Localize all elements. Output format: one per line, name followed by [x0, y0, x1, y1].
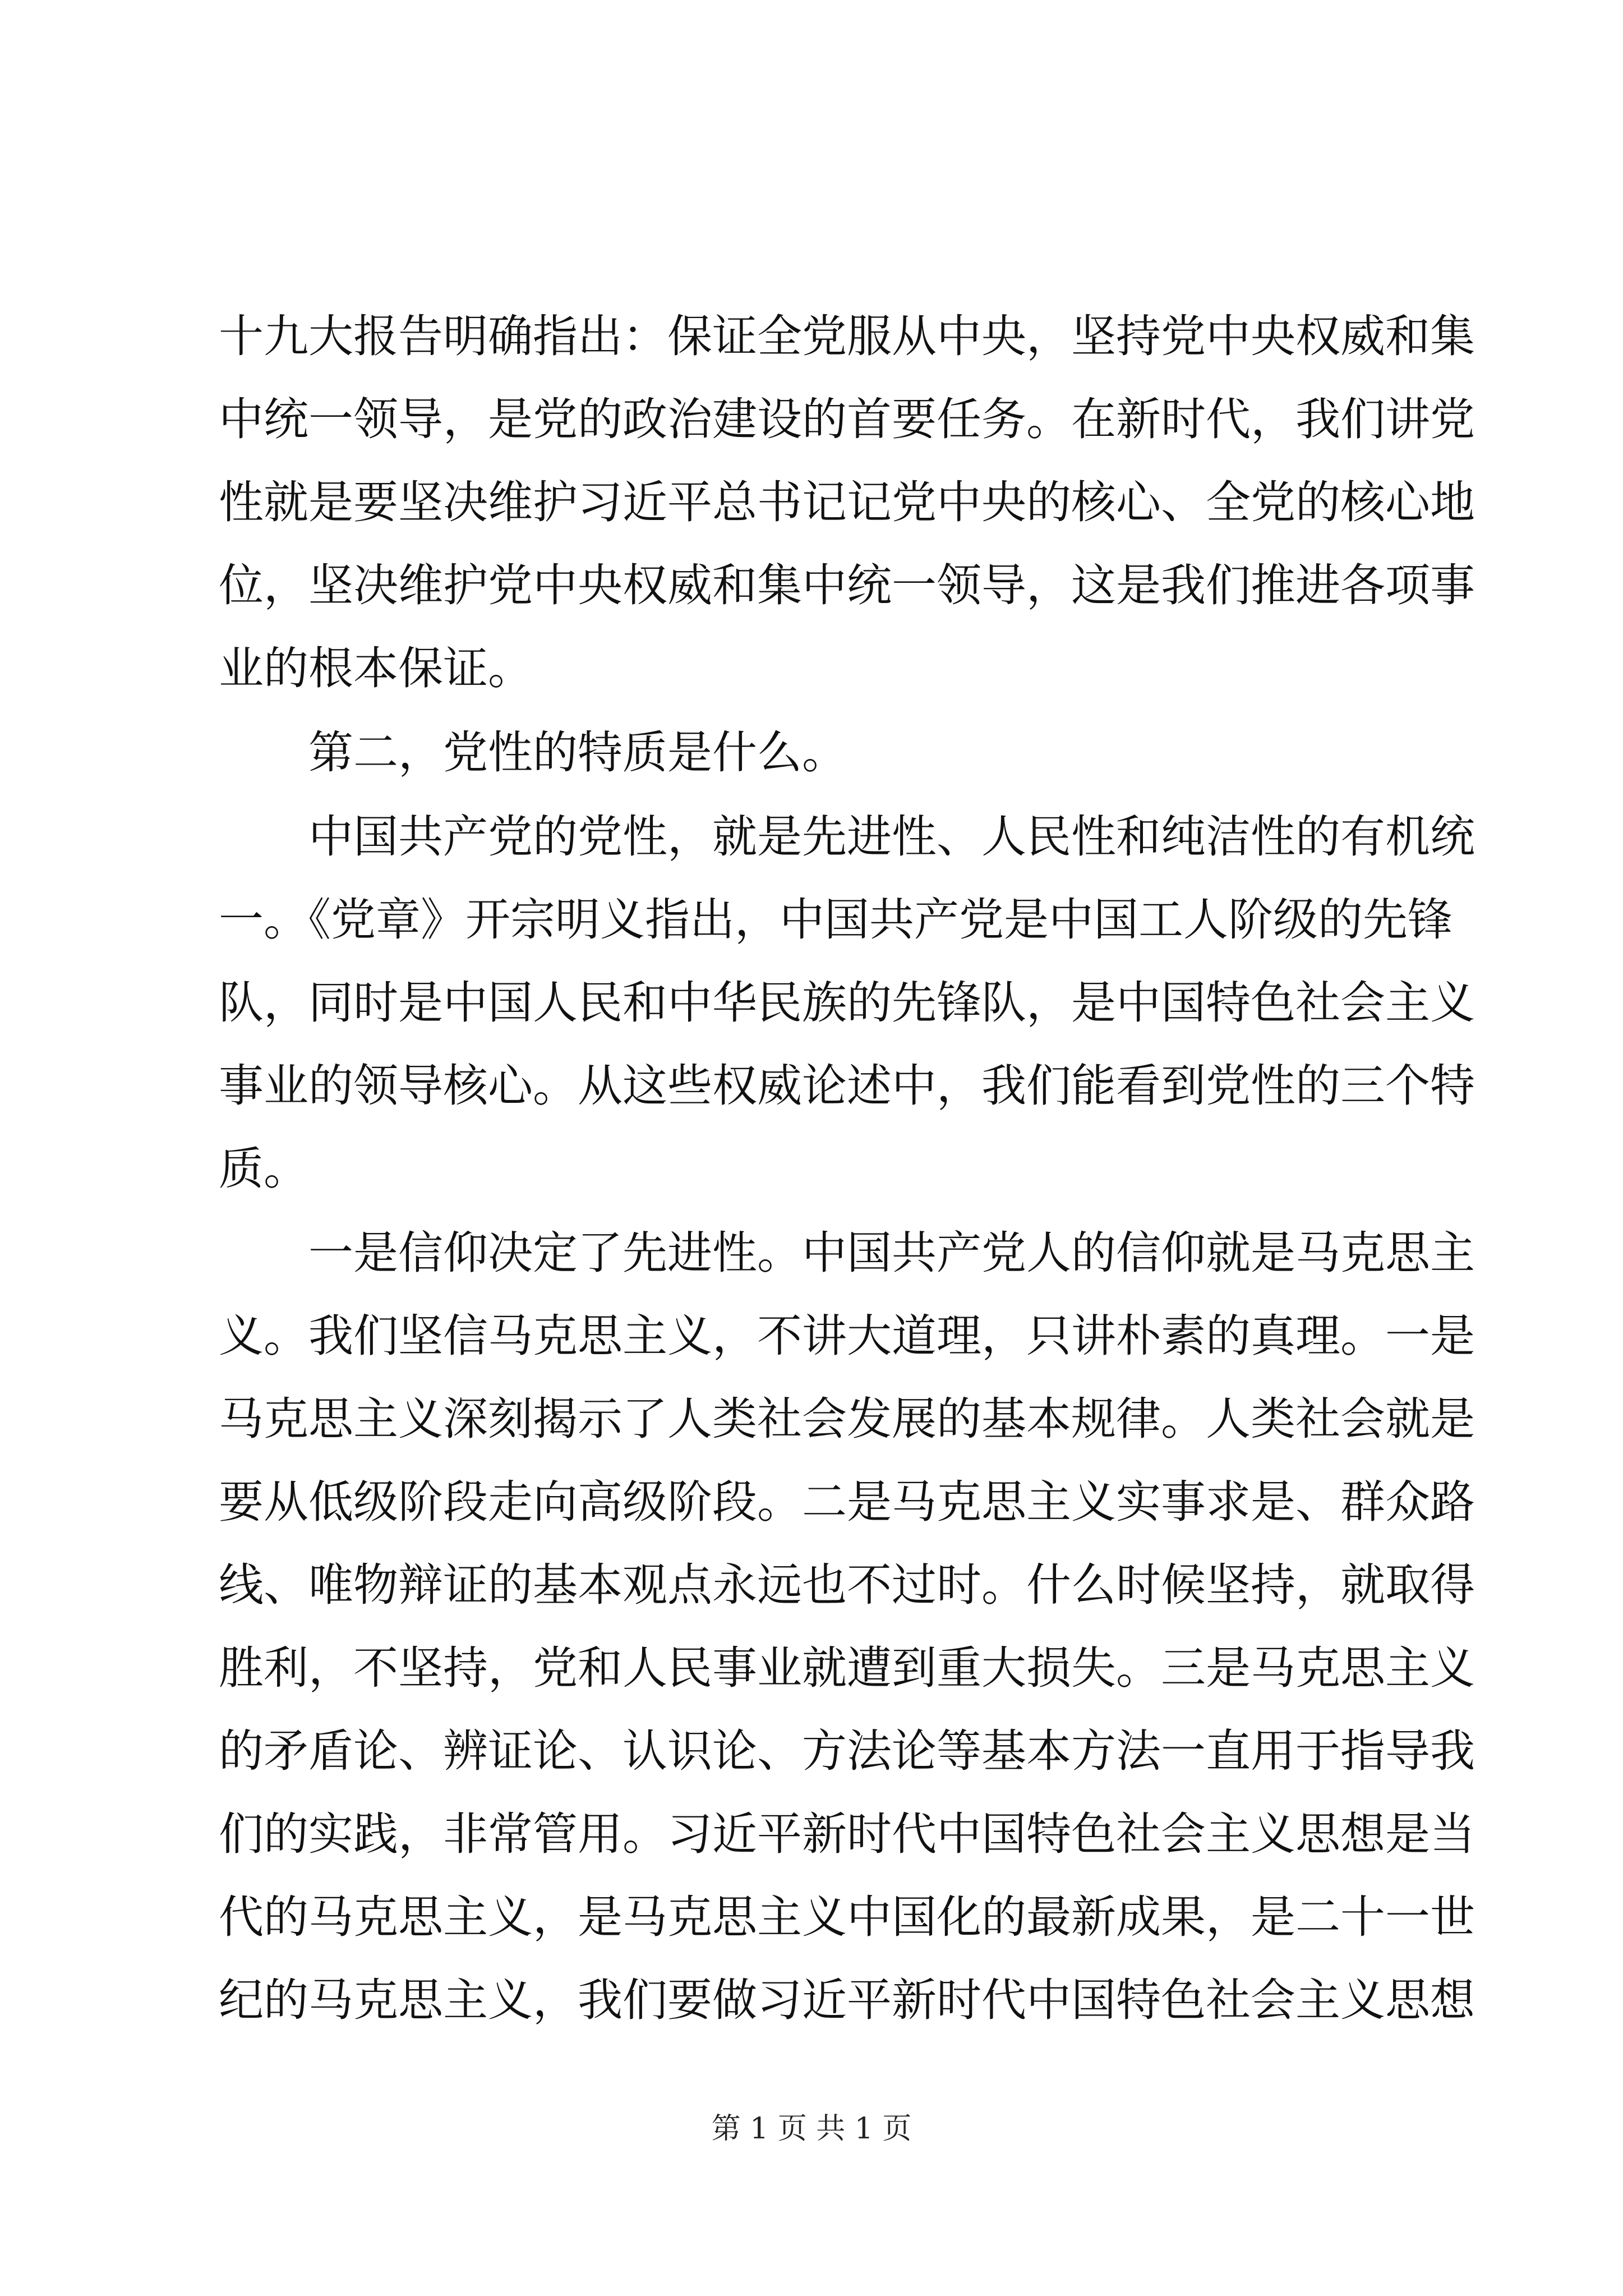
text-line: 质。	[219, 1143, 308, 1195]
text-line: 一。《党章》开宗明义指出，中国共产党是中国工人阶级的先锋	[219, 894, 1453, 946]
text-line: 中国共产党的党性，就是先进性、人民性和纯洁性的有机统	[308, 811, 1475, 863]
text-line: 们的实践，非常管用。习近平新时代中国特色社会主义思想是当	[219, 1808, 1475, 1860]
text-line: 业的根本保证。	[219, 642, 533, 694]
text-line: 要从低级阶段走向高级阶段。二是马克思主义实事求是、群众路	[219, 1476, 1475, 1528]
text-line: 中统一领导，是党的政治建设的首要任务。在新时代，我们讲党	[219, 393, 1475, 445]
text-line: 位，坚决维护党中央权威和集中统一领导，这是我们推进各项事	[219, 559, 1475, 611]
text-line: 线、唯物辩证的基本观点永远也不过时。什么时候坚持，就取得	[219, 1559, 1475, 1611]
text-line: 队，同时是中国人民和中华民族的先锋队，是中国特色社会主义	[219, 977, 1475, 1029]
text-line: 纪的马克思主义，我们要做习近平新时代中国特色社会主义思想	[219, 1974, 1475, 2026]
text-line: 十九大报告明确指出：保证全党服从中央，坚持党中央权威和集	[219, 310, 1475, 362]
text-line: 义。我们坚信马克思主义，不讲大道理，只讲朴素的真理。一是	[219, 1310, 1475, 1362]
text-line: 性就是要坚决维护习近平总书记记党中央的核心、全党的核心地	[219, 476, 1475, 528]
section-heading: 第二，党性的特质是什么。	[308, 726, 847, 779]
text-line: 一是信仰决定了先进性。中国共产党人的信仰就是马克思主	[308, 1227, 1475, 1279]
text-line: 事业的领导核心。从这些权威论述中，我们能看到党性的三个特	[219, 1060, 1475, 1112]
text-line: 马克思主义深刻揭示了人类社会发展的基本规律。人类社会就是	[219, 1393, 1475, 1445]
text-line: 代的马克思主义，是马克思主义中国化的最新成果，是二十一世	[219, 1891, 1475, 1943]
text-line: 的矛盾论、辨证论、认识论、方法论等基本方法一直用于指导我	[219, 1725, 1475, 1777]
page-footer: 第 1 页 共 1 页	[711, 2112, 912, 2146]
text-line: 胜利，不坚持，党和人民事业就遭到重大损失。三是马克思主义	[219, 1642, 1475, 1694]
